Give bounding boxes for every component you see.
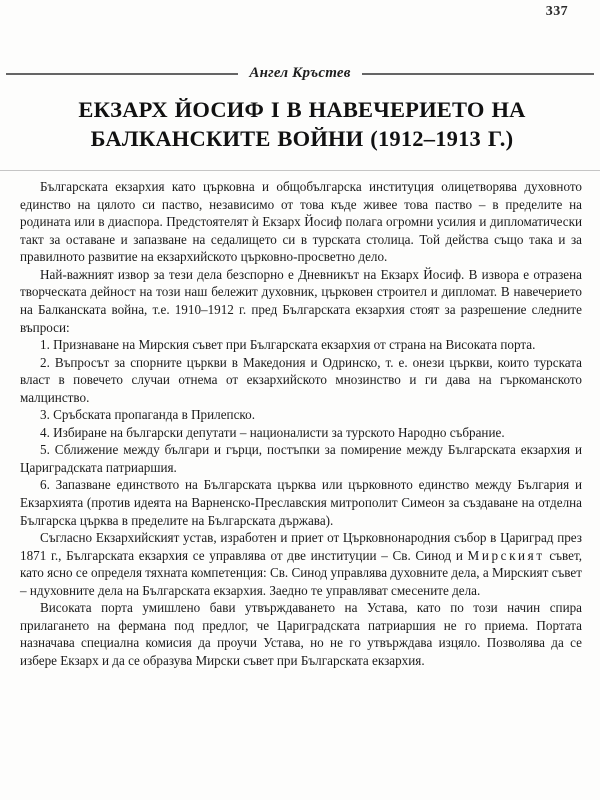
- rule-left: [6, 73, 238, 75]
- paragraph-charter: [20, 529, 582, 599]
- list-item-5: 5. Сближение между българи и гърци, постъпки за помирение между Българската екзархия и Цариградската патриаршия.: [20, 442, 582, 475]
- article-title-line-2: БАЛКАНСКИТЕ ВОЙНИ (1912–1913 Г.): [90, 125, 514, 151]
- paragraph-source: Най-важният извор за тези дела безспорно е Дневникът на Екзарх Йосиф. В извора е отразена творческата дейност на този наш бележит духовник, църковен строител и дипломат. В навечерието на Балканската война, т.е. 1910–1912 г. пред Българската екзархия стоят за разрешение следните въпроси:: [20, 266, 582, 335]
- charter-emphasis: Мирският: [467, 547, 545, 563]
- list-item-3: 3. Сръбската пропаганда в Прилепско.: [40, 407, 255, 423]
- list-item-4: 4. Избиране на български депутати – националисти за турското Народно събрание.: [40, 424, 505, 440]
- charter-text-after: съвет, като ясно се определя тяхната компетенция: Св. Синод управлява духовните дела, а Мирският съвет – ндуховните дела на Българската екзархия. Заедно те управляват смесените дела.: [20, 547, 582, 598]
- list-item-1: 1. Признаване на Мирския съвет при Българската екзархия от страна на Високата порта.: [40, 337, 536, 353]
- rule-right: [362, 73, 594, 75]
- title-underrule: [0, 170, 600, 171]
- article-title: [18, 96, 586, 153]
- paragraph-intro: Българската екзархия като църковна и общобългарска институция олицетворява духовното единство на цялото си паство, независимо от това къде живее това паство – в пределите на родината или в диаспора. Предстоятелят ѝ Екзарх Йосиф полага огромни усилия и дипломатически такт за оставане и запазване на седалището си в турската столица. Той действа също така и за правилното развитие на екзархийското църковно-просветно дело.: [20, 179, 582, 265]
- charter-text-before: Съгласно Екзархийският устав, изработен и приет от Църковнонародния събор в Цариград през 1871 г., Българската екзархия се управлява от две институции – Св. Синод и: [20, 530, 582, 563]
- folio-row: [18, 0, 586, 38]
- article-body: [18, 178, 586, 669]
- page-number: 337: [545, 4, 568, 19]
- running-head: [18, 65, 586, 82]
- list-item-6: 6. Запазване единството на Българската църква или църковното единство между България и Екзархията (против идеята на Варненско-Преславския митрополит Симеон за създаване на отделна Българска църква в пределите на Българската държава).: [20, 477, 582, 528]
- author-name: Ангел Кръстев: [249, 65, 351, 81]
- list-item-2: 2. Въпросът за спорните църкви в Македония и Одринско, т. е. онези църкви, които турската власт в повечето случаи отнема от екзархийското мнозинство и ги дава на гъркоманското малцинство.: [20, 354, 582, 405]
- paragraph-porta: Високата порта умишлено бави утвърждаването на Устава, като по този начин спира прилагането на фермана под предлог, че Цариградската патриаршия не го приема. Портата назначава специална комисия да проучи Устава, но не го утвърждава изцяло. Позволява да се избере Екзарх и да се образува Мирски съвет при Българската екзархия.: [20, 600, 582, 668]
- article-title-line-1: ЕКЗАРХ ЙОСИФ I В НАВЕЧЕРИЕТО НА: [78, 97, 526, 122]
